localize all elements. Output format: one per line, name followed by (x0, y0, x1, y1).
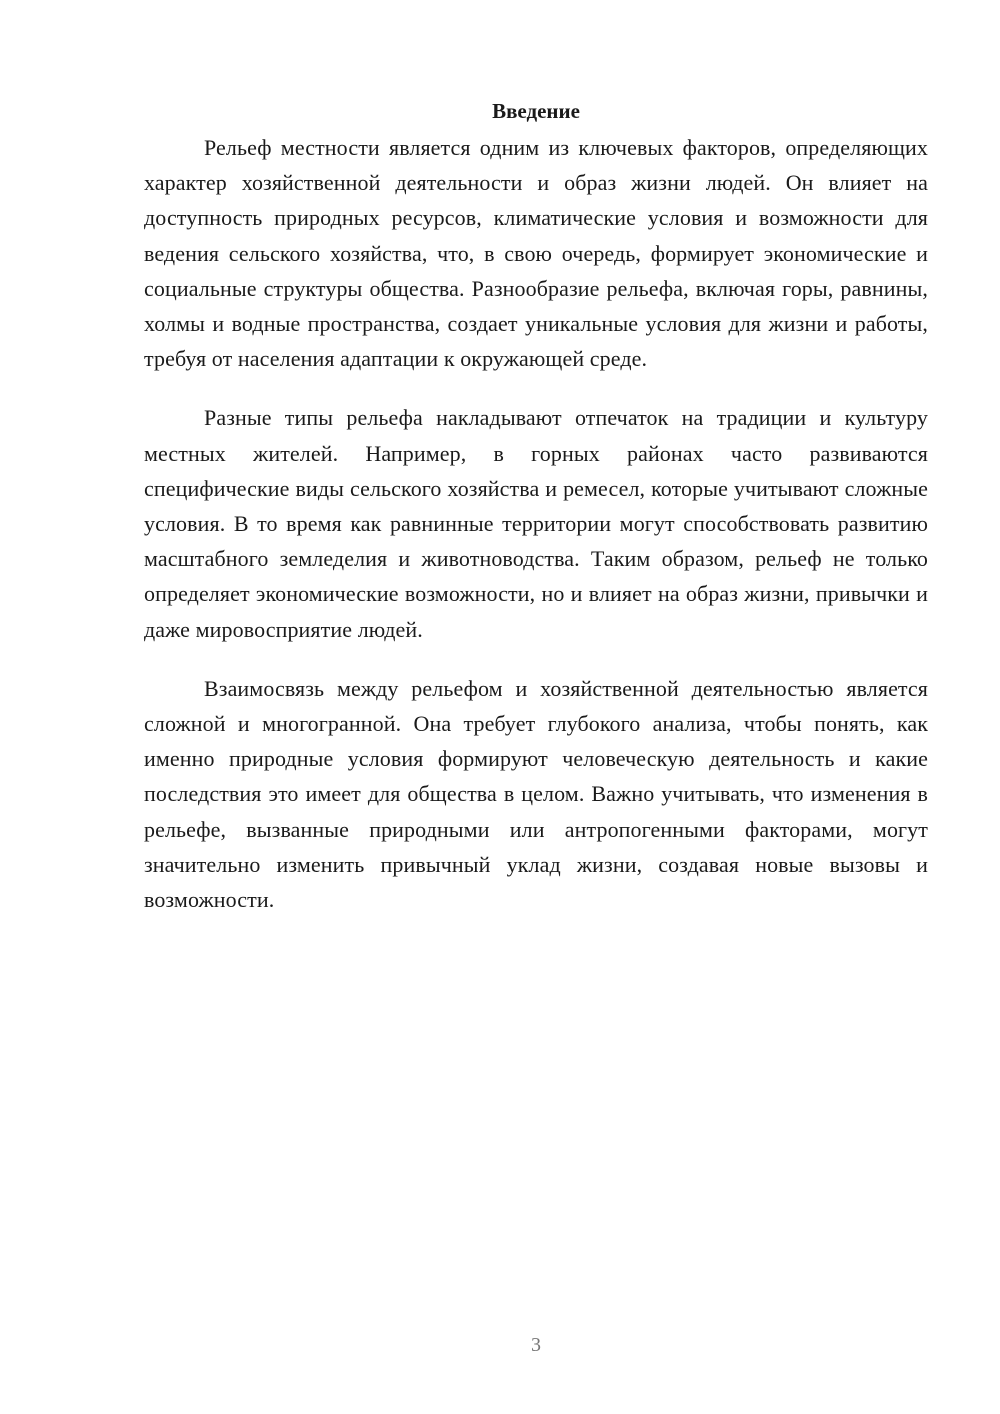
section-heading: Введение (492, 99, 580, 123)
page-number: 3 (531, 1334, 541, 1356)
paragraph-3: Взаимосвязь между рельефом и хозяйственной деятельностью является сложной и многогранной. Она требует глубокого анализа, чтобы понять, как именно природные условия формируют человеческую деятельность и какие последствия это имеет для общества в целом. Важно учитывать, что изменения в рельефе, вызванные природными или антропогенными факторами, могут значительно изменить привычный уклад жизни, создавая новые вызовы и возможности. (144, 675, 928, 913)
page-content (144, 96, 928, 941)
paragraph-2: Разные типы рельефа накладывают отпечаток на традиции и культуру местных жителей. Например, в горных районах часто развиваются специфические виды сельского хозяйства и ремесел, которые учитывают сложные условия. В то время как равнинные территории могут способствовать развитию масштабного земледелия и животноводства. Таким образом, рельеф не только определяет экономические возможности, но и влияет на образ жизни, привычки и даже мировосприятие людей. (144, 405, 928, 642)
paragraph-1: Рельеф местности является одним из ключевых факторов, определяющих характер хозяйственной деятельности и образ жизни людей. Он влияет на доступность природных ресурсов, климатические условия и возможности для ведения сельского хозяйства, что, в свою очередь, формирует экономические и социальные структуры общества. Разнообразие рельефа, включая горы, равнины, холмы и водные пространства, создает уникальные условия для жизни и работы, требуя от населения адаптации к окружающей среде. (144, 135, 928, 372)
